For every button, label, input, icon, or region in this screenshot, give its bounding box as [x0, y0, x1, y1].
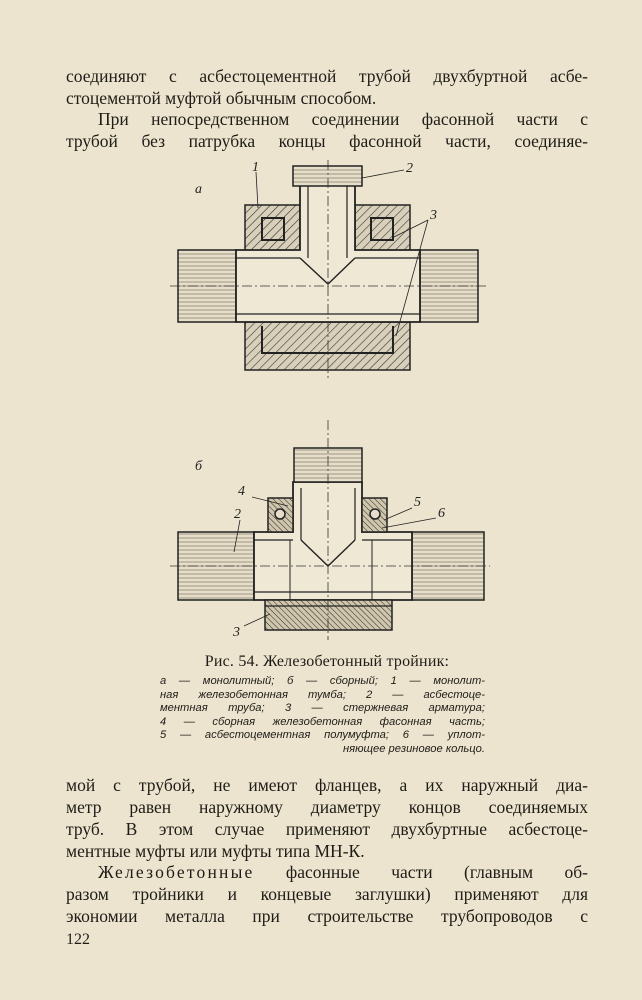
subfigure-a: [170, 160, 486, 378]
branch-socket: [293, 166, 362, 186]
legend-line: а — монолитный; б — сборный; 1 — монолит-: [160, 675, 485, 687]
subfigure-a-letter: а: [195, 182, 202, 197]
rubber-ring: [275, 509, 285, 519]
text-line: ментные муфты или муфты типа МН-К.: [66, 841, 365, 861]
text-line: соединяют с асбестоцементной трубой двухбуртной асбе-: [66, 66, 588, 86]
page-number: 122: [66, 931, 90, 948]
legend-line: ная железобетонная тумба; 2 — асбестоце-: [160, 688, 485, 701]
label-4: 4: [238, 484, 245, 499]
rubber-ring: [370, 509, 380, 519]
label-2: 2: [406, 161, 413, 176]
text-line: разом тройники и концевые заглушки) применяют для: [66, 884, 588, 904]
label-1: 1: [252, 160, 259, 175]
text-line: трубой без патрубка концы фасонной части, соединяе-: [66, 131, 588, 151]
spaced-word: Железобетонные: [98, 862, 255, 882]
label-6: 6: [438, 506, 445, 521]
bottom-half-coupling: [265, 600, 392, 630]
text-line: метр равен наружному диаметру концов соединяемых: [66, 797, 588, 817]
text-line: Железобетонные фасонные части (главным об-: [98, 862, 588, 882]
label-3b: 3: [233, 625, 240, 640]
concrete-block: [245, 205, 300, 251]
label-2b: 2: [234, 507, 241, 522]
legend-line: няющее резиновое кольцо.: [342, 742, 485, 755]
legend-line: ментная труба; 3 — стержневая арматура;: [160, 702, 485, 714]
paragraph-3: [66, 774, 588, 862]
concrete-block: [355, 205, 410, 251]
text-line: труб. В этом случае применяют двухбуртные асбестоце-: [66, 819, 588, 839]
text-line: мой с трубой, не имеют фланцев, а их наружный диа-: [66, 775, 588, 795]
text-line: стоцементой муфтой обычным способом.: [66, 88, 377, 108]
text-line: При непосредственном соединении фасонной части с: [98, 109, 588, 129]
concrete-block: [245, 322, 410, 370]
label-5: 5: [414, 495, 421, 510]
subfigure-b: [170, 420, 490, 640]
figure-legend: [160, 675, 485, 756]
legend-line: 4 — сборная железобетонная фасонная часть;: [160, 715, 485, 728]
figure-caption-title: Рис. 54. Железобетонный тройник:: [204, 653, 450, 670]
paragraph-4: [66, 861, 588, 927]
text-line: экономии металла при строительстве трубопроводов с: [66, 906, 588, 926]
label-3: 3: [430, 208, 437, 223]
legend-line: 5 — асбестоцементная полумуфта; 6 — уплот-: [160, 729, 485, 741]
subfigure-b-letter: б: [195, 459, 203, 474]
